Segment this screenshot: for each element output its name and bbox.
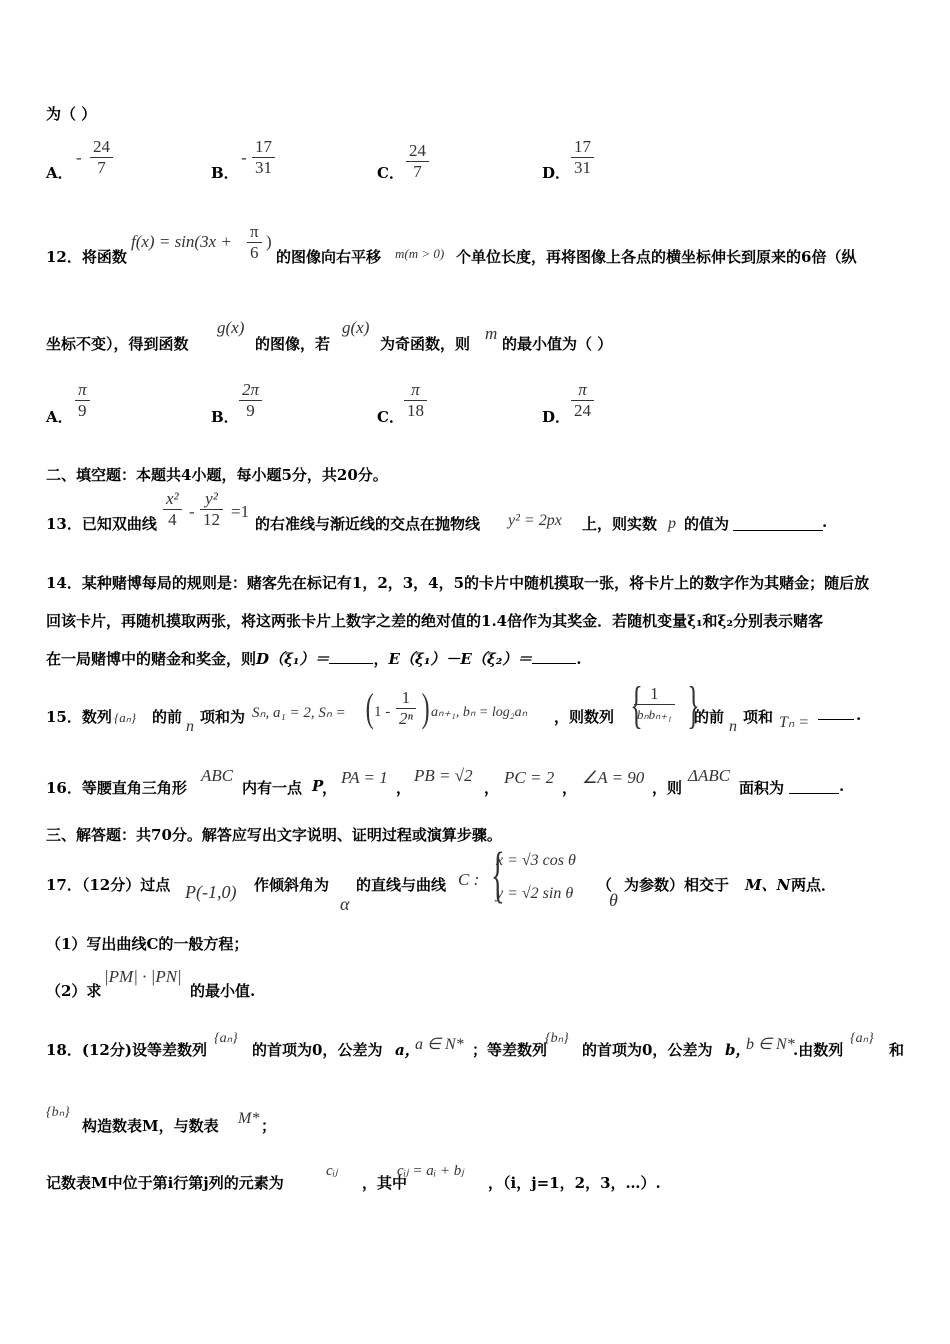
q18-line3 <box>46 1172 910 1193</box>
q18-mstar: M* <box>238 1110 260 1127</box>
q16-answer-blank[interactable] <box>789 777 839 794</box>
q14-line1: 14．某种赌博每局的规则是：赌客先在标记有1，2，3，4，5的卡片中随机摸取一张，将卡片上的数字作为其赌金；随后放 <box>46 574 870 592</box>
q14-line3 <box>46 648 910 669</box>
q11-a-sign: - <box>76 148 82 167</box>
q15-expr2: aₙ₊₁, bₙ = log₂aₙ <box>431 705 528 720</box>
q16-end: . <box>839 777 845 795</box>
q11-b-fraction: $\frac{17}{31}$ <box>252 137 275 178</box>
q18-text4: .由数列 <box>793 1041 844 1059</box>
q17-text1: 作倾斜角为 <box>254 876 330 894</box>
q12-function: f(x) = sin(3x + <box>131 232 232 251</box>
q15-text1: 的前 <box>152 708 183 726</box>
q11-d-fraction: $\frac{17}{31}$ <box>571 137 594 178</box>
q14-end: . <box>576 650 582 668</box>
q12-option-a[interactable] <box>46 406 73 427</box>
q14-d-expr: D（ξ₁）＝ <box>256 650 330 668</box>
q17-text3: 为参数）相交于 <box>624 876 730 894</box>
q18-text3: 的首项为0，公差为 <box>582 1041 713 1059</box>
q15-one-minus: 1 - <box>374 704 391 720</box>
q14-sep: ， <box>373 650 389 668</box>
q18-cij: cᵢⱼ <box>326 1163 338 1179</box>
q12-func-close: ) <box>266 232 272 251</box>
q12-func-fraction: $\frac{\pi}{6}$ <box>247 222 262 263</box>
q18-a: a， <box>395 1041 420 1059</box>
q13-text2: 上，则实数 <box>582 515 658 533</box>
q17-paren: （ <box>597 876 613 894</box>
q15-brace-open: { <box>630 677 643 734</box>
q18-an-2: {aₙ} <box>850 1031 874 1046</box>
q16-text3: 面积为 <box>739 779 785 797</box>
q13-eq: =1 <box>231 502 250 521</box>
q15-number: 15．数列 <box>46 708 112 726</box>
q13-frac1: $\frac{\text{x²}}{4}$ <box>163 489 182 530</box>
q15-small-fraction: $\frac{1}{\text{2ⁿ}}$ <box>396 688 416 729</box>
q13-text1: 的右准线与渐近线的交点在抛物线 <box>255 515 481 533</box>
q17-part2-b: 的最小值. <box>190 982 256 1000</box>
q11-option-a[interactable] <box>46 162 73 183</box>
q13-minus: - <box>189 502 195 521</box>
q18-b: b， <box>725 1041 751 1059</box>
q16-tri: ΔABC <box>688 766 731 785</box>
q18-text5: 和 <box>889 1041 905 1059</box>
q15-text2: 项和为 <box>200 708 246 726</box>
q15-n1: n <box>186 718 194 735</box>
q12-text1: 的图像向右平移 <box>276 248 382 266</box>
q12-line2-a: 坐标不变），得到函数 <box>46 335 189 353</box>
q16-pa: PA = 1 <box>341 768 388 787</box>
q17-text4: 两点． <box>791 876 837 894</box>
q17-part2-expr: |PM| · |PN| <box>104 967 182 986</box>
q12-b-fraction: $\frac{2\pi}{9}$ <box>239 380 262 421</box>
q13-p: p <box>668 515 676 532</box>
q11-tail: 为（ ） <box>46 105 97 123</box>
option-label: C． <box>377 408 404 426</box>
q18-bn: {bₙ} <box>545 1031 569 1046</box>
q18-semi: ； <box>261 1117 277 1135</box>
q12-line2-c: 为奇函数，则 <box>380 335 471 353</box>
q12-line2 <box>46 333 910 354</box>
q15-answer-blank[interactable] <box>818 706 854 720</box>
option-label: B． <box>211 408 239 426</box>
q12-text2: 个单位长度，再将图像上各点的横坐标伸长到原来的6倍（纵 <box>456 248 857 266</box>
q17-alpha: α <box>340 894 350 914</box>
q12-line2-d: 的最小值为（ ） <box>502 335 613 353</box>
q17-curve: C : <box>458 870 480 889</box>
section-2-heading: 二、填空题：本题共4小题，每小题5分，共20分。 <box>46 466 388 484</box>
q15-brace-close: } <box>687 677 700 734</box>
q16-number: 16．等腰直角三角形 <box>46 779 187 797</box>
q12-g2: g(x) <box>342 318 370 337</box>
q18-cij-expr: cᵢⱼ = aᵢ + bⱼ <box>397 1163 464 1179</box>
q11-option-d[interactable] <box>542 162 570 183</box>
q17-theta: θ <box>609 890 618 910</box>
q12-line2-b: 的图像，若 <box>255 335 331 353</box>
option-label: A． <box>46 164 73 182</box>
q14-line3-a: 在一局赌博中的赌金和奖金，则 <box>46 650 257 668</box>
q12-d-fraction: $\frac{\pi}{24}$ <box>571 380 594 421</box>
q13-answer-blank[interactable] <box>733 513 823 531</box>
q13-end: . <box>822 513 828 531</box>
q15-tn: Tₙ = <box>779 714 810 731</box>
q12-a-fraction: $\frac{\pi}{9}$ <box>75 380 90 421</box>
q18-line3-c: ，（i，j=1，2，3，…）. <box>488 1174 661 1192</box>
q14-blank-1[interactable] <box>329 649 373 664</box>
q18-an: {aₙ} <box>214 1031 238 1046</box>
q18-number: 18．(12分)设等差数列 <box>46 1041 207 1059</box>
q16-comma-2: ， <box>396 779 412 797</box>
q15-end: . <box>856 706 862 724</box>
q12-g1: g(x) <box>217 318 245 337</box>
q15-paren-open: ( <box>365 685 374 730</box>
q12-shift: m(m > 0) <box>395 246 445 261</box>
q16-comma-3: ， <box>484 779 500 797</box>
q18-a-in: a ∈ N* <box>415 1036 464 1053</box>
q18-b-in: b ∈ N* <box>746 1036 795 1053</box>
q17-part1: （1）写出曲线C的一般方程； <box>46 935 249 953</box>
q17-system-brace: { <box>491 841 505 909</box>
q16-text2: ，则 <box>652 779 683 797</box>
q11-a-fraction: $\frac{24}{7}$ <box>90 137 113 178</box>
q11-option-c[interactable] <box>377 162 404 183</box>
q16-pc: PC = 2 <box>504 768 555 787</box>
q13-parabola: y² = 2px <box>508 512 562 529</box>
q15-text3: ，则数列 <box>554 708 615 726</box>
q12-option-c[interactable] <box>377 406 404 427</box>
q16-pb: PB = √2 <box>414 766 473 785</box>
q18-line3-a: 记数表M中位于第i行第j列的元素为 <box>46 1174 284 1192</box>
q12-c-fraction: $\frac{\pi}{18}$ <box>404 380 427 421</box>
q14-blank-2[interactable] <box>532 649 576 664</box>
option-label: D． <box>542 408 571 426</box>
q13-frac2: $\frac{\text{y²}}{12}$ <box>200 489 223 530</box>
q17-point: P(-1,0) <box>185 882 237 902</box>
q13-text3: 的值为 <box>684 515 730 533</box>
section-3-heading: 三、解答题：共70分。解答应写出文字说明、证明过程或演算步骤。 <box>46 826 502 844</box>
q16-p: P <box>312 777 324 795</box>
q18-bn-2: {bₙ} <box>46 1105 70 1120</box>
q14-e-expr: E（ξ₁）－E（ξ₂）＝ <box>388 650 533 668</box>
q15-big-fraction: 1 bₙbₙ₊₁ <box>634 684 675 725</box>
q17-eq1: x = √3 cos θ <box>496 852 576 869</box>
q17-eq2: y = √2 sin θ <box>496 885 574 902</box>
option-label: A． <box>46 408 73 426</box>
q12-m: m <box>485 324 498 343</box>
q15-text4: 的前 <box>694 708 725 726</box>
q17-part2-a: （2）求 <box>46 982 102 1000</box>
q15-an: {aₙ} <box>114 710 137 725</box>
q17-number: 17．（12分）过点 <box>46 876 171 894</box>
q18-text2: ；等差数列 <box>472 1041 548 1059</box>
q12-option-d[interactable] <box>542 406 570 427</box>
q12-number: 12．将函数 <box>46 248 127 266</box>
q15-paren-close: ) <box>421 685 430 730</box>
q18-text1: 的首项为0，公差为 <box>252 1041 383 1059</box>
q17-text2: 的直线与曲线 <box>356 876 447 894</box>
option-label: B． <box>211 164 239 182</box>
q11-b-sign: - <box>241 148 247 167</box>
q16-comma-4: ， <box>562 779 578 797</box>
q17-mn: M、N <box>745 876 791 894</box>
q15-text5: 项和 <box>743 708 774 726</box>
q15-n2: n <box>729 718 737 735</box>
q16-comma: ， <box>322 779 338 797</box>
q16-abc: ABC <box>201 766 234 785</box>
q14-line2: 回该卡片，再随机摸取两张，将这两张卡片上数字之差的绝对值的1.4倍作为其奖金．若随机变量ξ₁和ξ₂分别表示赌客 <box>46 612 824 630</box>
q16-text1: 内有一点 <box>242 779 303 797</box>
option-label: D． <box>542 164 571 182</box>
q11-c-fraction: $\frac{24}{7}$ <box>406 141 429 182</box>
q18-line3-b: ，其中 <box>362 1174 408 1192</box>
q16-angle: ∠A = 90 <box>582 768 645 787</box>
q13-number: 13．已知双曲线 <box>46 515 157 533</box>
q15-expr1: Sₙ, a₁ = 2, Sₙ = <box>252 705 346 721</box>
q11-option-b[interactable] <box>211 162 239 183</box>
option-label: C． <box>377 164 404 182</box>
q18-line2: 构造数表M，与数表 <box>82 1117 219 1135</box>
q12-option-b[interactable] <box>211 406 239 427</box>
